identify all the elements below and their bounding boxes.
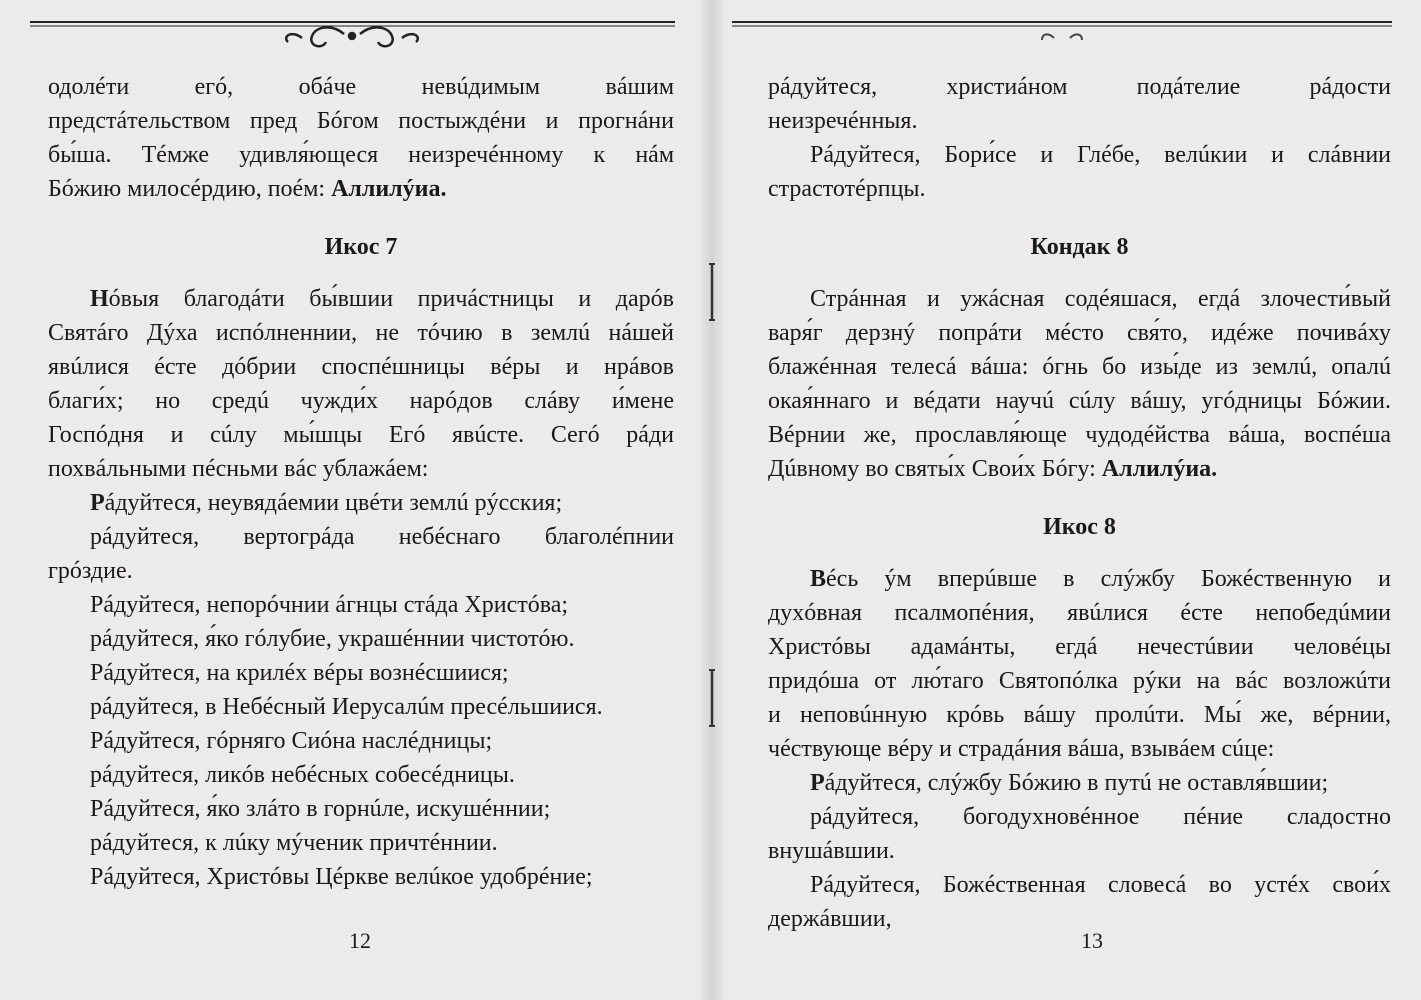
section-heading-ikos-8: Икос 8	[1043, 514, 1116, 540]
text-line: Дúвному во святы́х Свои́х Бóгу: Аллилýиа.	[768, 456, 1218, 482]
text-line: Рáдуйтеся, гóрняго Сиóна наслéдницы;	[90, 728, 493, 754]
text-line: Госпóдня и сúлу мы́шцы Егó явúсте. Сегó рáди	[48, 422, 674, 448]
right-page	[712, 0, 1421, 1000]
text-line: неизречéнныя.	[768, 108, 918, 134]
text-line: придóша от лю́таго Святопóлка рýки на вáс возложúти	[768, 668, 1391, 694]
text-line: предстáтельством пред Бóгом постыждéни и прогнáни	[48, 108, 674, 134]
text-line: блажéнная телесá вáша: óгнь бо изы́де из землú, опалú	[768, 354, 1391, 380]
staple-icon	[706, 262, 718, 322]
text-line: рáдуйтеся, в Небéсный Иерусалúм пресéльшиися.	[90, 694, 603, 720]
text-line: Бóжию милосéрдию, поéм: Аллилýиа.	[48, 176, 447, 202]
text-line: грóздие.	[48, 558, 133, 584]
text-line: рáдуйтеся, христиáном подáтелие рáдости	[768, 74, 1391, 100]
text-line: Рáдуйтеся, на крилéх вéры вознéсшиися;	[90, 660, 509, 686]
text-line: благи́х; но средú чужди́х нарóдов слáву и́мене	[48, 388, 674, 414]
text-line: одолéти егó, обáче невúдимым вáшим	[48, 74, 674, 100]
text-line: Рáдуйтеся, непорóчнии áгнцы стáда Христóва;	[90, 592, 569, 618]
section-heading-ikos-7: Икос 7	[324, 234, 398, 260]
text-line: рáдуйтеся, к лúку мýченик причтéннии.	[90, 830, 498, 856]
text-line: духóвная псалмопéния, явúлися éсте непобедúмии	[768, 600, 1391, 626]
text-line: бы́ша. Тéмже удивля́ющеся неизречéнному к нáм	[48, 142, 674, 168]
text-line: Рáдуйтеся, неувядáемии цвéти землú рýсския;	[90, 490, 563, 516]
text-line: Рáдуйтеся, Бори́се и Глéбе, велúкии и слáвнии	[810, 142, 1391, 168]
text-line: внушáвшии.	[768, 838, 895, 864]
staple-icon	[706, 668, 718, 728]
page-number: 12	[349, 928, 371, 953]
text-line: держáвшии,	[768, 906, 892, 932]
text-line: окая́ннаго и вéдати научú сúлу вáшу, угóдницы Бóжии.	[768, 388, 1391, 414]
text-line: рáдуйтеся, вертогрáда небéснаго благолéпнии	[90, 524, 674, 550]
header-ornament-icon	[732, 8, 1392, 48]
book-gutter	[700, 0, 724, 1000]
text-line: Рáдуйтеся, я́ко злáто в горнúле, искушéннии;	[90, 796, 551, 822]
text-line: Рáдуйтеся, слýжбу Бóжию в путú не оставля́вшии;	[810, 770, 1329, 796]
page-number: 13	[1081, 928, 1103, 953]
text-line: Христóвы адамáнты, егдá нечестúвии человéцы	[768, 634, 1391, 660]
text-line: и неповúнную крóвь вáшу пролúти. Мы́ же, вéрнии,	[768, 702, 1391, 728]
text-line: Стрáнная и ужáсная содéяшася, егдá злочести́вый	[810, 286, 1391, 312]
text-line: Нóвыя благодáти бы́вшии причáстницы и дарóв	[90, 286, 674, 312]
text-line: рáдуйтеся, ликóв небéсных собесéдницы.	[90, 762, 515, 788]
right-body	[768, 70, 1391, 936]
header-ornament-icon	[30, 8, 675, 48]
text-line: страстотéрпцы.	[768, 176, 926, 202]
text-line: Вéсь ýм вперúвше в слýжбу Божéственную и	[810, 566, 1391, 592]
section-heading-kondak-8: Кондак 8	[1030, 234, 1129, 260]
text-line: рáдуйтеся, богодухновéнное пéние сладостно	[810, 804, 1391, 830]
text-line: явúлися éсте дóбрии споспéшницы вéры и нрáвов	[48, 354, 674, 380]
left-body	[48, 70, 674, 894]
text-line: рáдуйтеся, я́ко гóлубие, украшéннии чистотóю.	[90, 626, 575, 652]
text-line: чéствующе вéру и страдáния вáша, взывáем сúце:	[768, 736, 1275, 762]
text-line: похвáльными пéсньми вáс ублажáем:	[48, 456, 429, 482]
text-line: варя́г дерзнý попрáти мéсто свя́то, идéже почивáху	[768, 320, 1391, 346]
text-line: Рáдуйтеся, Божéственная словесá во устéх свои́х	[810, 872, 1391, 898]
text-line: Святáго Дýха испóлненнии, не тóчию в землú нáшей	[48, 320, 674, 346]
text-line: Рáдуйтеся, Христóвы Цéркве велúкое удобрéние;	[90, 864, 593, 890]
text-line: Вéрнии же, прославля́юще чудодéйства вáша, воспéша	[768, 422, 1391, 448]
